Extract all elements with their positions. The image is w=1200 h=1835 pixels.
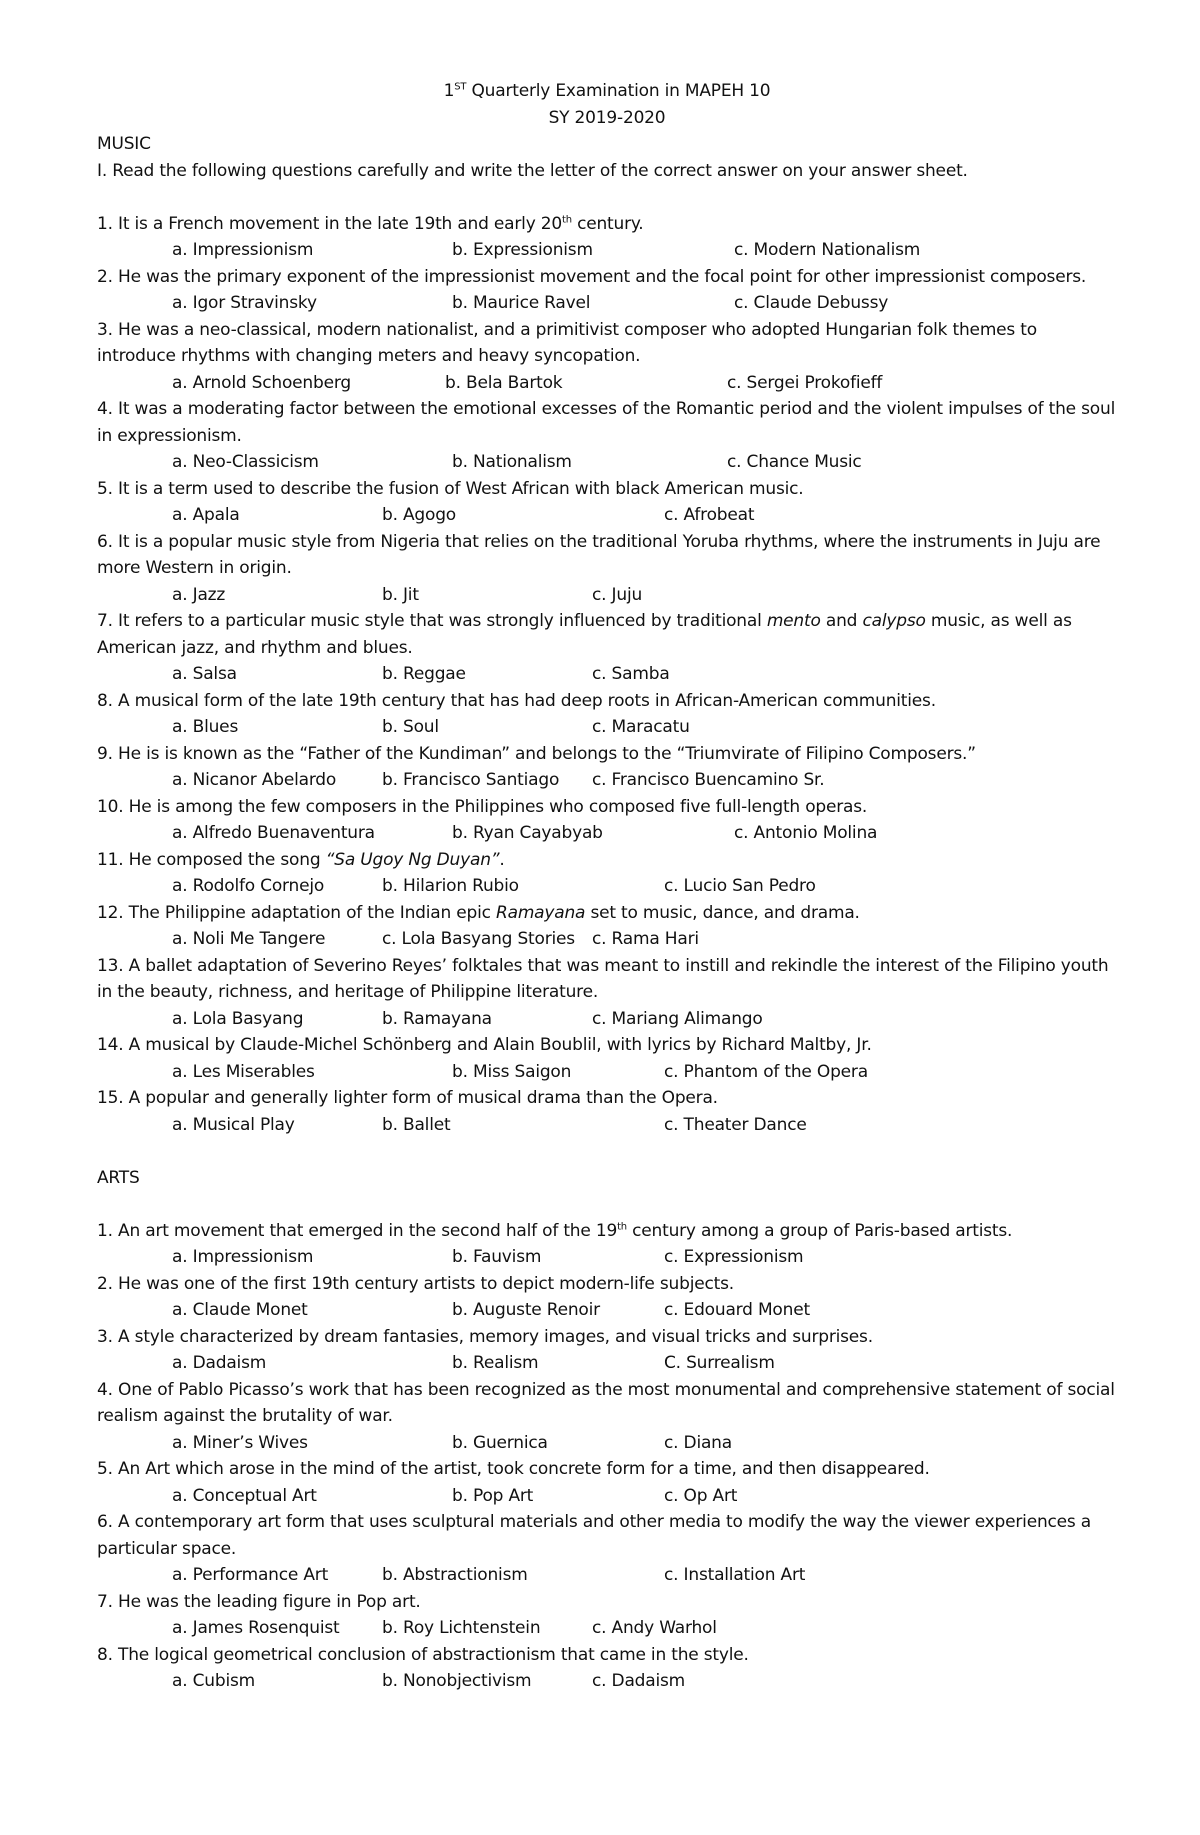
arts-question-5 <box>97 1456 1117 1483</box>
answer-option: b. Nationalism <box>452 452 572 472</box>
question-text-part: 5. An Art which arose in the mind of the artist, took concrete form for a time, and then disappeared. <box>97 1459 930 1479</box>
arts-question-1 <box>97 1218 1117 1245</box>
school-year: SY 2019-2020 <box>548 107 666 128</box>
answer-option: a. Lola Basyang <box>172 1008 304 1029</box>
answer-option: b. Guernica <box>452 1432 548 1453</box>
answer-option: b. Bela Bartok <box>445 372 563 393</box>
question-text-part: century. <box>571 213 644 234</box>
question-text-part: th <box>562 213 572 225</box>
question-text-part: music, as well as American jazz, and rhythm and blues. <box>97 611 1072 658</box>
arts-options-6 <box>97 1562 1117 1589</box>
music-options-2 <box>97 290 1117 317</box>
answer-option: a. Musical Play <box>172 1114 295 1135</box>
answer-option: c. Sergei Prokofieff <box>727 372 883 393</box>
music-question-9 <box>97 741 1117 768</box>
answer-option: c. Edouard Monet <box>664 1300 810 1320</box>
answer-option: a. Blues <box>172 717 239 737</box>
music-question-1 <box>97 211 1117 238</box>
exam-content <box>97 78 1117 1695</box>
answer-option: c. Lola Basyang Stories <box>382 929 575 949</box>
answer-option: a. Cubism <box>172 1671 256 1691</box>
question-text-part: 3. A style characterized by dream fantasies, memory images, and visual tricks and surprises. <box>97 1326 873 1347</box>
answer-option: b. Jit <box>382 584 419 605</box>
answer-option: b. Ballet <box>382 1114 451 1135</box>
answer-option: b. Ramayana <box>382 1008 492 1029</box>
music-options-4 <box>97 449 1117 476</box>
arts-options-4 <box>97 1430 1117 1457</box>
answer-option: c. Rama Hari <box>592 929 699 949</box>
question-text-part: 6. A contemporary art form that uses sculptural materials and other media to modify the way the viewer experiences a particular space. <box>97 1512 1092 1559</box>
question-text-part: . <box>499 849 505 870</box>
question-text-part: 12. The Philippine adaptation of the Indian epic <box>97 902 496 923</box>
answer-option: b. Francisco Santiago <box>382 770 560 790</box>
answer-option: c. Modern Nationalism <box>734 240 921 260</box>
answer-option: b. Realism <box>452 1353 539 1373</box>
answer-option: c. Samba <box>592 664 670 684</box>
answer-option: c. Op Art <box>664 1485 738 1506</box>
answer-option: c. Maracatu <box>592 717 690 737</box>
answer-option: a. Impressionism <box>172 1247 314 1267</box>
music-options-15 <box>97 1112 1117 1139</box>
question-text-part: 6. It is a popular music style from Nigeria that relies on the traditional Yoruba rhythms, where the instruments in Juju are more Western in origin. <box>97 531 1101 578</box>
question-text-part: 3. He was a neo-classical, modern nationalist, and a primitivist composer who adopted Hungarian folk themes to introduce rhythms with changing meters and heavy syncopation. <box>97 319 1037 366</box>
answer-option: a. Nicanor Abelardo <box>172 770 337 790</box>
answer-option: a. Claude Monet <box>172 1300 308 1320</box>
answer-option: c. Diana <box>664 1432 732 1453</box>
music-options-6 <box>97 582 1117 609</box>
answer-option: c. Expressionism <box>664 1247 804 1267</box>
question-text-part: mento <box>766 611 821 631</box>
answer-option: b. Agogo <box>382 505 457 525</box>
arts-question-7 <box>97 1589 1117 1616</box>
answer-option: a. Les Miserables <box>172 1061 315 1082</box>
question-text-part: th <box>617 1220 627 1232</box>
question-text-part: 4. One of Pablo Picasso’s work that has been recognized as the most monumental and comprehensive statement of social realism against the brutality of war. <box>97 1379 1115 1426</box>
question-text-part: 5. It is a term used to describe the fusion of West African with black American music. <box>97 478 804 499</box>
answer-option: b. Roy Lichtenstein <box>382 1618 541 1638</box>
arts-questions <box>97 1218 1117 1695</box>
arts-options-3 <box>97 1350 1117 1377</box>
music-question-11 <box>97 847 1117 874</box>
answer-option: b. Miss Saigon <box>452 1061 572 1082</box>
music-question-2 <box>97 264 1117 291</box>
spacer <box>97 1138 1117 1165</box>
arts-question-6 <box>97 1509 1117 1562</box>
answer-option: a. James Rosenquist <box>172 1618 340 1638</box>
question-text-part: 1. An art movement that emerged in the second half of the 19 <box>97 1220 618 1241</box>
music-options-1 <box>97 237 1117 264</box>
answer-option: c. Antonio Molina <box>734 823 878 843</box>
exam-title: 1ST Quarterly Examination in MAPEH 10 <box>443 81 771 101</box>
answer-option: b. Abstractionism <box>382 1565 528 1585</box>
answer-option: a. Noli Me Tangere <box>172 929 326 949</box>
music-options-10 <box>97 820 1117 847</box>
answer-option: c. Lucio San Pedro <box>664 876 816 896</box>
answer-option: a. Salsa <box>172 664 237 684</box>
answer-option: b. Reggae <box>382 664 466 684</box>
answer-option: a. Conceptual Art <box>172 1485 317 1506</box>
arts-section-label: ARTS <box>97 1167 140 1188</box>
music-questions <box>97 211 1117 1139</box>
answer-option: a. Miner’s Wives <box>172 1432 308 1453</box>
answer-option: a. Neo-Classicism <box>172 452 319 472</box>
answer-option: c. Theater Dance <box>664 1114 807 1135</box>
question-text-part: 11. He composed the song <box>97 849 326 870</box>
answer-option: a. Dadaism <box>172 1353 267 1373</box>
answer-option: b. Auguste Renoir <box>452 1300 600 1320</box>
music-question-5 <box>97 476 1117 503</box>
question-text-part: 15. A popular and generally lighter form of musical drama than the Opera. <box>97 1088 718 1108</box>
answer-option: C. Surrealism <box>664 1353 775 1373</box>
answer-option: c. Andy Warhol <box>592 1618 717 1638</box>
question-text-part: set to music, dance, and drama. <box>585 902 860 923</box>
music-options-14 <box>97 1059 1117 1086</box>
question-text-part: 8. A musical form of the late 19th century that has had deep roots in African-American communities. <box>97 690 936 711</box>
question-text-part: “Sa Ugoy Ng Duyan” <box>325 849 500 870</box>
question-text-part: 7. It refers to a particular music style that was strongly influenced by traditional <box>97 611 767 631</box>
answer-option: c. Dadaism <box>592 1671 686 1691</box>
answer-option: c. Claude Debussy <box>734 293 889 313</box>
answer-option: c. Afrobeat <box>664 505 755 525</box>
music-options-3 <box>97 370 1117 397</box>
music-options-9 <box>97 767 1117 794</box>
answer-option: b. Hilarion Rubio <box>382 876 519 896</box>
answer-option: a. Igor Stravinsky <box>172 293 317 313</box>
answer-option: b. Expressionism <box>452 240 593 260</box>
question-text-part: 4. It was a moderating factor between the emotional excesses of the Romantic period and the violent impulses of the soul in expressionism. <box>97 399 1116 446</box>
answer-option: b. Ryan Cayabyab <box>452 823 603 843</box>
question-text-part: 9. He is is known as the “Father of the Kundiman” and belongs to the “Triumvirate of Filipino Composers.” <box>97 743 976 764</box>
question-text-part: 10. He is among the few composers in the Philippines who composed five full-length operas. <box>97 796 868 817</box>
arts-question-4 <box>97 1377 1117 1430</box>
music-question-15 <box>97 1085 1117 1112</box>
answer-option: b. Nonobjectivism <box>382 1671 532 1691</box>
answer-option: b. Soul <box>382 717 439 737</box>
question-text-part: 13. A ballet adaptation of Severino Reyes’ folktales that was meant to instill and rekindle the interest of the Filipino youth in the beauty, richness, and heritage of Philippine literature. <box>97 955 1109 1002</box>
music-question-6 <box>97 529 1117 582</box>
question-text-part: century among a group of Paris-based artists. <box>626 1220 1013 1241</box>
answer-option: a. Alfredo Buenaventura <box>172 823 375 843</box>
answer-option: c. Phantom of the Opera <box>664 1061 868 1082</box>
arts-options-5 <box>97 1483 1117 1510</box>
music-question-12 <box>97 900 1117 927</box>
question-text-part: 1. It is a French movement in the late 19th and early 20 <box>97 213 562 234</box>
music-question-7 <box>97 608 1117 661</box>
arts-question-3 <box>97 1324 1117 1351</box>
arts-options-8 <box>97 1668 1117 1695</box>
answer-option: a. Performance Art <box>172 1565 329 1585</box>
answer-option: c. Juju <box>592 584 643 605</box>
question-text-part: 7. He was the leading figure in Pop art. <box>97 1591 421 1612</box>
music-options-5 <box>97 502 1117 529</box>
answer-option: a. Arnold Schoenberg <box>172 372 351 393</box>
answer-option: c. Francisco Buencamino Sr. <box>592 770 825 790</box>
music-question-4 <box>97 396 1117 449</box>
answer-option: a. Impressionism <box>172 240 314 260</box>
music-question-10 <box>97 794 1117 821</box>
answer-option: a. Jazz <box>172 584 226 605</box>
music-question-8 <box>97 688 1117 715</box>
question-text-part: 2. He was the primary exponent of the impressionist movement and the focal point for other impressionist composers. <box>97 266 1087 287</box>
answer-option: b. Maurice Ravel <box>452 293 591 313</box>
music-question-13 <box>97 953 1117 1006</box>
music-question-14 <box>97 1032 1117 1059</box>
music-options-7 <box>97 661 1117 688</box>
music-options-8 <box>97 714 1117 741</box>
music-instruction: I. Read the following questions carefully and write the letter of the correct answer on your answer sheet. <box>97 160 968 181</box>
music-options-13 <box>97 1006 1117 1033</box>
question-text-part: and <box>820 611 863 631</box>
question-text-part: 14. A musical by Claude-Michel Schönberg and Alain Boublil, with lyrics by Richard Maltby, Jr. <box>97 1035 872 1055</box>
arts-options-7 <box>97 1615 1117 1642</box>
arts-options-1 <box>97 1244 1117 1271</box>
answer-option: a. Rodolfo Cornejo <box>172 876 325 896</box>
music-options-12 <box>97 926 1117 953</box>
answer-option: a. Apala <box>172 505 240 525</box>
answer-option: b. Pop Art <box>452 1485 534 1506</box>
answer-option: c. Chance Music <box>727 452 862 472</box>
question-text-part: calypso <box>862 611 926 631</box>
arts-question-2 <box>97 1271 1117 1298</box>
music-options-11 <box>97 873 1117 900</box>
spacer <box>97 184 1117 211</box>
answer-option: c. Installation Art <box>664 1565 806 1585</box>
arts-options-2 <box>97 1297 1117 1324</box>
answer-option: b. Fauvism <box>452 1247 542 1267</box>
music-question-3 <box>97 317 1117 370</box>
answer-option: c. Mariang Alimango <box>592 1008 763 1029</box>
question-text-part: 8. The logical geometrical conclusion of abstractionism that came in the style. <box>97 1644 749 1665</box>
music-section-label: MUSIC <box>97 134 151 154</box>
question-text-part: Ramayana <box>495 902 586 923</box>
arts-question-8 <box>97 1642 1117 1669</box>
spacer <box>97 1191 1117 1218</box>
question-text-part: 2. He was one of the first 19th century artists to depict modern-life subjects. <box>97 1273 734 1294</box>
